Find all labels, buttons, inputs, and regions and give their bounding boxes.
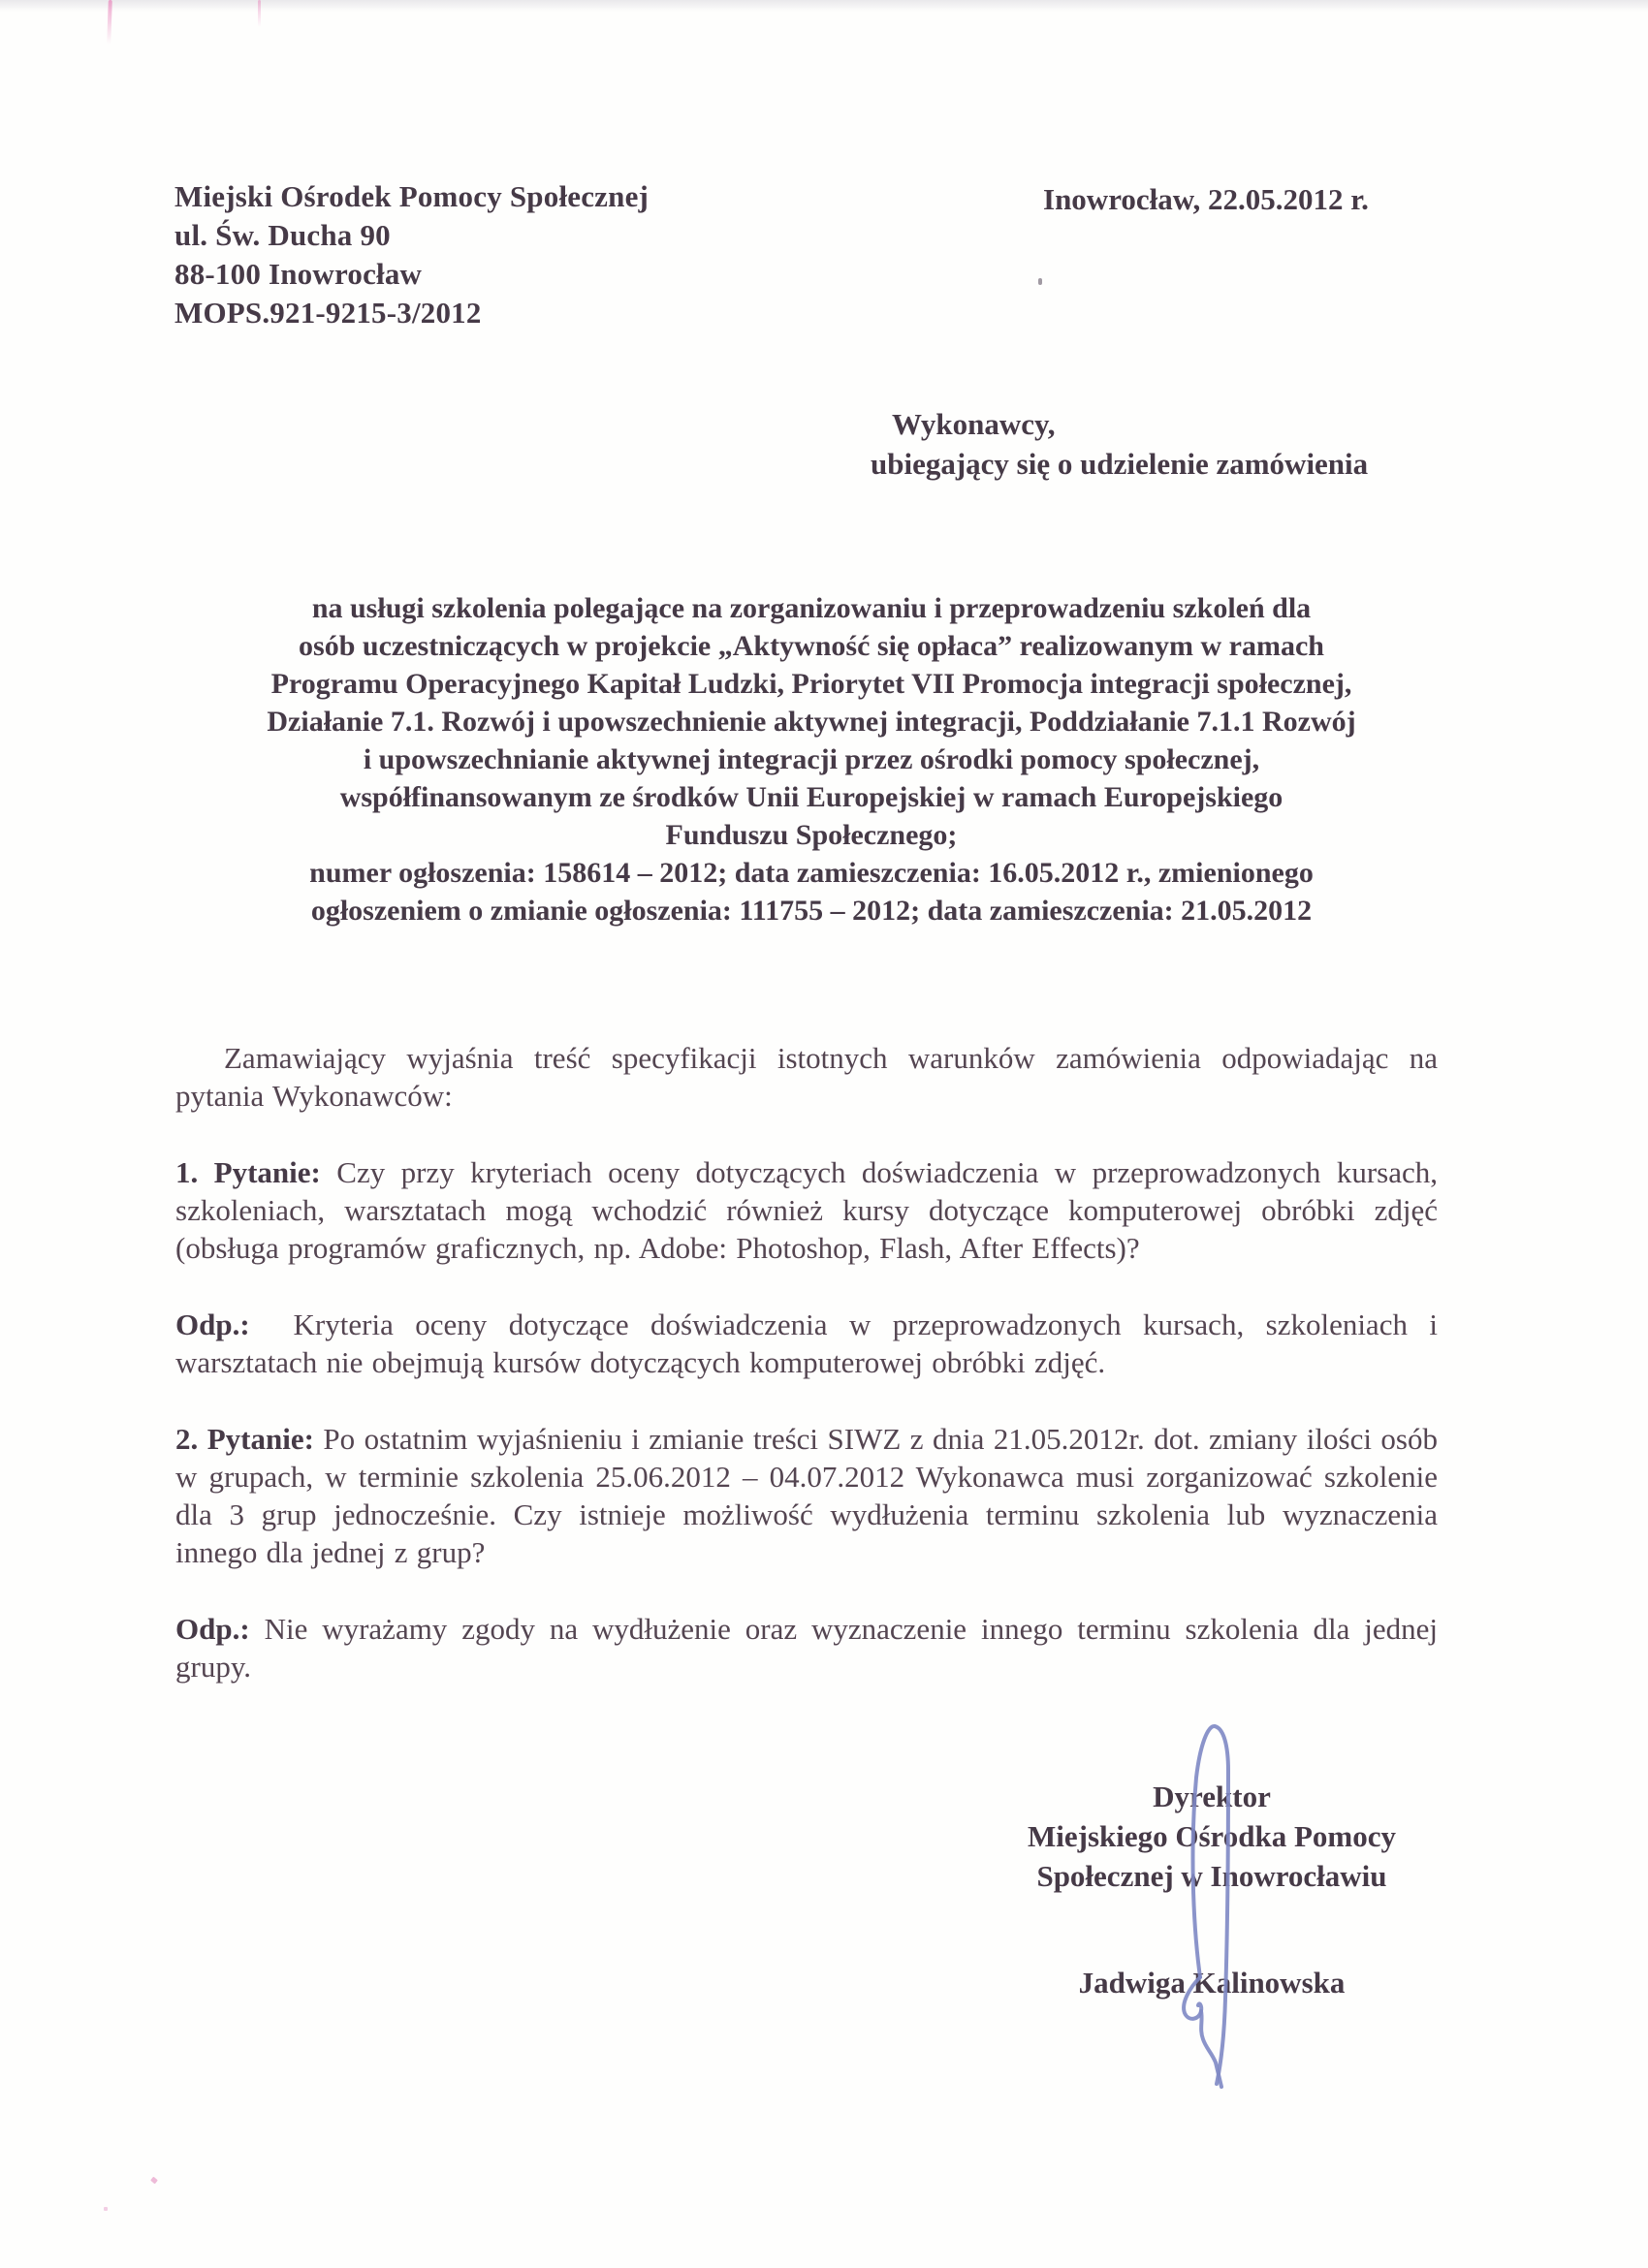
reference-number: MOPS.921-9215-3/2012 — [174, 296, 482, 330]
paragraph-answer-2 — [175, 1610, 1438, 1685]
answer-label: Odp.: — [175, 1612, 250, 1646]
subject-block — [167, 589, 1456, 929]
subject-line: współfinansowanym ze środków Unii Europejskiej w ramach Europejskiego — [339, 781, 1284, 813]
recipient-block — [871, 404, 1368, 484]
question-label: 2. Pytanie: — [175, 1422, 314, 1456]
paragraph-text: Po ostatnim wyjaśnieniu i zmianie treści SIWZ z dnia 21.05.2012r. dot. zmiany ilości osób w grupach, w terminie szkolenia 25.06.2012 – 04.07.2012 Wykonawca musi zorganizować szkolenie dla 3 grup jednocześnie. Czy istnieje możliwość wydłużenia terminu szkolenia lub wyznaczenia innego dla jednej z grup? — [175, 1422, 1438, 1569]
sender-name: Miejski Ośrodek Pomocy Społecznej — [174, 179, 650, 213]
sender-city: 88-100 Inowrocław — [174, 257, 423, 291]
signatory-title-line: Miejskiego Ośrodka Pomocy — [1027, 1819, 1396, 1853]
paragraph-answer-1 — [175, 1306, 1438, 1381]
signatory-title-line: Społecznej w Inowrocławiu — [1036, 1859, 1387, 1893]
subject-line: numer ogłoszenia: 158614 – 2012; data zamieszczenia: 16.05.2012 r., zmienionego — [309, 857, 1314, 889]
subject-line: Funduszu Społecznego; — [665, 819, 958, 851]
subject-line: i upowszechnianie aktywnej integracji przez ośrodki pomocy społecznej, — [363, 743, 1260, 775]
letter-body — [175, 1039, 1438, 1724]
paragraph-text: Czy przy kryteriach oceny dotyczących doświadczenia w przeprowadzonych kursach, szkoleniach, warsztatach mogą wchodzić również kursy dotyczące komputerowej obróbki zdjęć (obsługa programów graficznych, np. Adobe: Photoshop, Flash, After Effects)? — [175, 1155, 1438, 1265]
paragraph-text: Kryteria oceny dotyczące doświadczenia w przeprowadzonych kursach, szkoleniach i warsztatach nie obejmują kursów dotyczących komputerowej obróbki zdjęć. — [175, 1307, 1439, 1379]
paragraph-intro — [175, 1039, 1438, 1115]
recipient-line: Wykonawcy, — [892, 407, 1056, 441]
scan-edge-shading — [0, 0, 1648, 12]
question-label: 1. Pytanie: — [175, 1155, 321, 1189]
signatory-name: Jadwiga Kalinowska — [1078, 1966, 1346, 2000]
subject-line: Działanie 7.1. Rozwój i upowszechnienie aktywnej integracji, Poddziałanie 7.1.1 Rozwój — [267, 706, 1356, 738]
subject-line: Programu Operacyjnego Kapitał Ludzki, Priorytet VII Promocja integracji społecznej, — [270, 668, 1352, 700]
sender-address-block — [174, 177, 649, 332]
date-line: Inowrocław, 22.05.2012 r. — [1043, 182, 1369, 216]
subject-line: osób uczestniczących w projekcie „Aktywność się opłaca” realizowanym w ramach — [299, 630, 1324, 662]
scan-artifact-speck — [104, 2207, 108, 2211]
paragraph-text: Zamawiający wyjaśnia treść specyfikacji istotnych warunków zamówienia odpowiadając na pytania Wykonawców: — [175, 1041, 1438, 1113]
scan-artifact-streak — [107, 0, 112, 45]
paragraph-text: Nie wyrażamy zgody na wydłużenie oraz wyznaczenie innego terminu szkolenia dla jednej grupy. — [175, 1612, 1438, 1684]
signatory-title-line: Dyrektor — [1153, 1780, 1271, 1813]
recipient-line: ubiegający się o udzielenie zamówienia — [871, 447, 1369, 481]
sender-street: ul. Św. Ducha 90 — [174, 218, 391, 252]
subject-line: na usługi szkolenia polegające na zorganizowaniu i przeprowadzeniu szkoleń dla — [311, 592, 1312, 624]
scan-artifact-dot — [1038, 278, 1042, 285]
scan-artifact-speck — [150, 2177, 158, 2185]
answer-label: Odp.: — [175, 1307, 250, 1341]
subject-line: ogłoszeniem o zmianie ogłoszenia: 111755 – 2012; data zamieszczenia: 21.05.2012 — [310, 895, 1313, 927]
handwritten-signature-ink — [1156, 1717, 1262, 2091]
paragraph-question-2 — [175, 1420, 1438, 1571]
paragraph-question-1 — [175, 1153, 1438, 1267]
scan-artifact-streak — [258, 0, 261, 27]
